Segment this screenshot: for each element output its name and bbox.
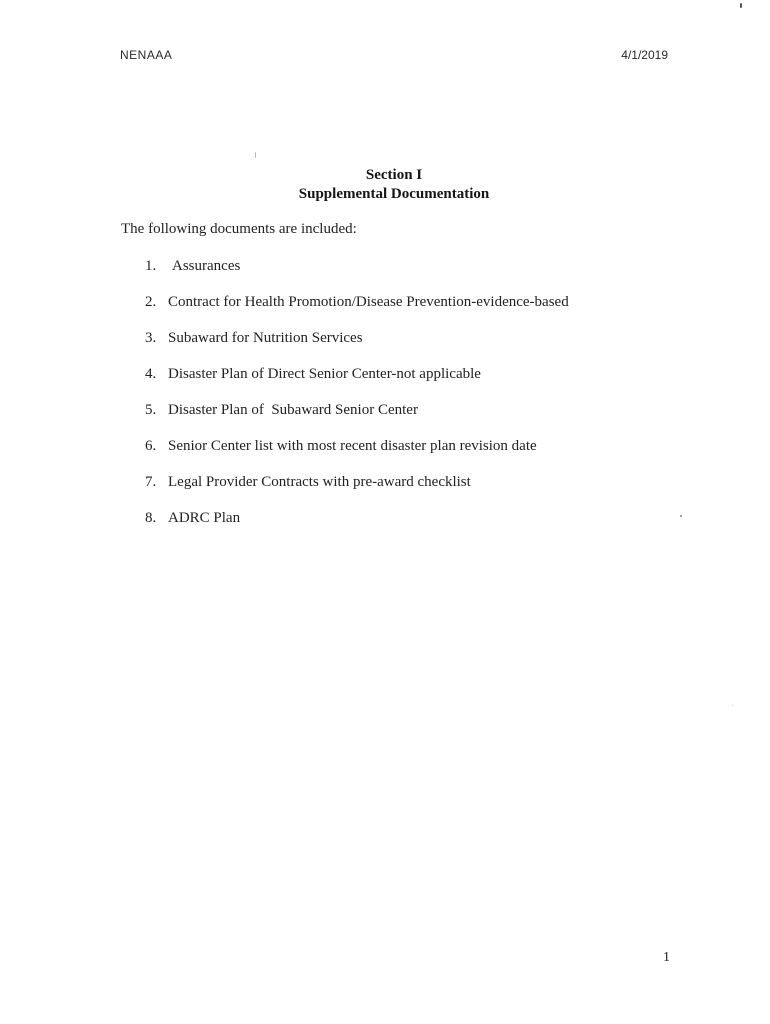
section-heading	[0, 166, 770, 204]
header-date: 4/1/2019	[621, 48, 668, 62]
list-item	[145, 472, 569, 508]
list-item-number: 6.	[145, 438, 157, 454]
list-item-label: Contract for Health Promotion/Disease Prevention-evidence-based	[168, 294, 569, 310]
scan-speck	[255, 152, 256, 158]
list-item	[145, 292, 569, 328]
list-item	[145, 400, 569, 436]
page-number: 1	[663, 950, 670, 965]
list-item-label: Senior Center list with most recent disaster plan revision date	[168, 438, 537, 454]
list-item-number: 5.	[145, 402, 157, 418]
list-item	[145, 436, 569, 472]
list-item-number: 8.	[145, 510, 157, 526]
list-item	[145, 328, 569, 364]
list-item-number: 3.	[145, 330, 157, 346]
document-list	[145, 256, 569, 544]
scan-speck	[680, 515, 682, 517]
list-item	[145, 256, 569, 292]
list-item	[145, 364, 569, 400]
list-item-label: ADRC Plan	[168, 510, 241, 526]
section-subtitle: Supplemental Documentation	[298, 186, 490, 202]
scan-speck	[732, 705, 733, 706]
list-item-label: Subaward for Nutrition Services	[168, 330, 363, 346]
list-item-number: 4.	[145, 366, 157, 382]
list-item-label: Disaster Plan of Direct Senior Center-not applicable	[168, 366, 481, 382]
list-item-label: Legal Provider Contracts with pre-award checklist	[168, 474, 471, 490]
intro-text: The following documents are included:	[121, 221, 357, 237]
list-item	[145, 508, 569, 544]
list-item-number: 2.	[145, 294, 157, 310]
list-item-label: Disaster Plan of Subaward Senior Center	[168, 402, 418, 418]
list-item-label: Assurances	[172, 258, 241, 274]
scan-speck	[740, 3, 742, 8]
section-title: Section I	[365, 167, 423, 183]
header-organization: NENAAA	[120, 48, 173, 62]
list-item-number: 1.	[145, 258, 157, 274]
list-item-number: 7.	[145, 474, 157, 490]
